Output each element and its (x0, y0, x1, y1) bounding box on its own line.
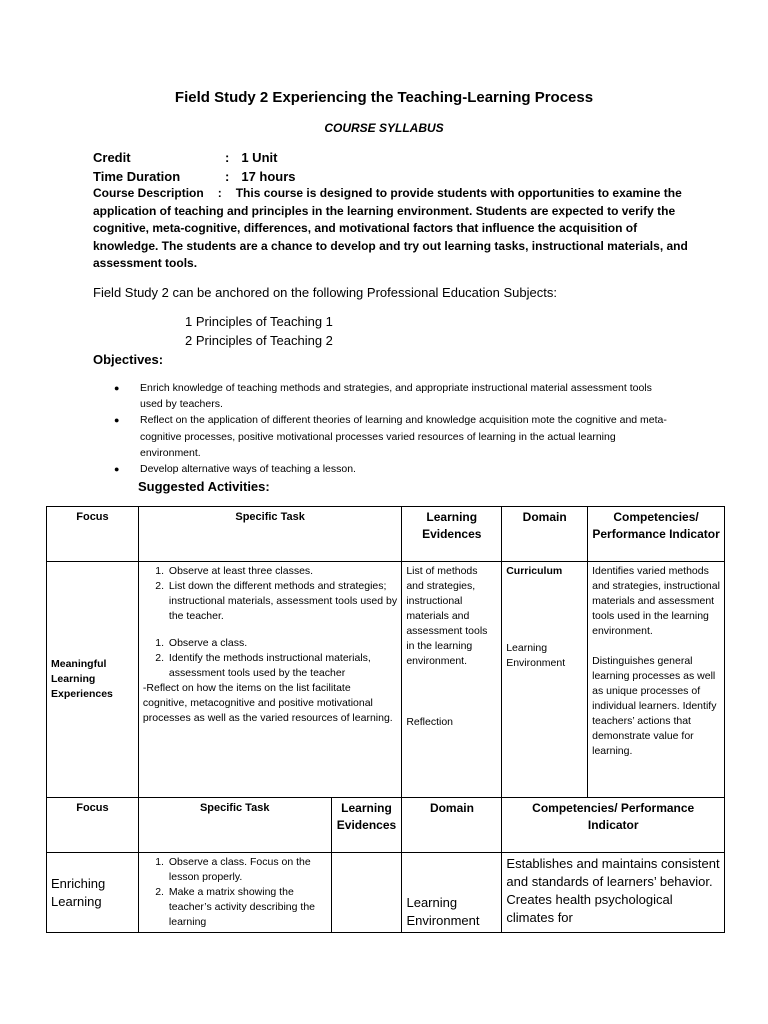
description-label: Course Description (93, 186, 204, 200)
activities-table-2 (46, 797, 725, 933)
header-competencies: Competencies/ Performance Indicator (588, 507, 725, 562)
header-domain: Domain (502, 507, 588, 562)
anchor-text: Field Study 2 can be anchored on the following Professional Education Subjects: (93, 285, 557, 300)
task-list (143, 564, 397, 624)
subject-item: 1 Principles of Teaching 1 (185, 314, 333, 329)
header-focus: Focus (47, 507, 139, 562)
competency-text: Distinguishes general learning processes as well as unique processes of individual learners. Identify teachers’ actions that demonstrate value for learning. (592, 655, 717, 757)
list-item: 2. Make a matrix showing the teacher’s activity describing the learning (167, 885, 327, 930)
learning-evidence-cell (402, 562, 502, 798)
bullet-icon: ● (114, 464, 120, 475)
header-specific-task: Specific Task (138, 507, 401, 562)
course-description (93, 185, 693, 273)
domain-text: Curriculum (506, 565, 563, 577)
objectives-list (114, 380, 674, 477)
duration-colon: : (225, 169, 230, 184)
bullet-icon: ● (114, 415, 120, 426)
objective-item: ● Enrich knowledge of teaching methods and strategies, and appropriate instructional material assessment tools used by teachers. (114, 382, 652, 411)
learning-evidence-cell (331, 853, 402, 933)
domain-text: Learning Environment (506, 642, 566, 669)
evidence-text: List of methods and strategies, instructional materials and assessment tools in the learning environment. (406, 565, 488, 667)
header-domain: Domain (402, 798, 502, 853)
document-title: Field Study 2 Experiencing the Teaching-Learning Process (174, 89, 594, 106)
focus-cell: Meaningful Learning Experiences (47, 562, 139, 798)
focus-cell: Enriching Learning (47, 853, 139, 933)
domain-cell: Learning Environment (402, 853, 502, 933)
credit-value: 1 Unit (241, 150, 278, 165)
table-header-row (47, 798, 725, 853)
objectives-heading: Objectives: (93, 352, 164, 367)
objective-item: ● Develop alternative ways of teaching a lesson. (114, 461, 674, 477)
header-competencies: Competencies/ Performance Indicator (502, 798, 725, 853)
task-list (143, 855, 327, 930)
header-learning-evidences: Learning Evidences (331, 798, 402, 853)
table-row (47, 853, 725, 933)
document-subtitle: COURSE SYLLABUS (324, 121, 444, 135)
domain-cell (502, 562, 588, 798)
description-colon: : (217, 186, 222, 200)
credit-label: Credit (93, 150, 131, 165)
list-item: 1. Observe at least three classes. (167, 564, 397, 579)
task-list (143, 636, 397, 681)
reflect-text: -Reflect on how the items on the list facilitate cognitive, metacognitive and positive motivational processes as well as the varied resources of learning. (142, 682, 393, 724)
description-line1: This course is designed to provide students with opportunities to examine (235, 186, 661, 200)
credit-colon: : (225, 150, 230, 165)
specific-task-cell (138, 853, 331, 933)
list-item: 1. Observe a class. Focus on the lesson properly. (167, 855, 327, 885)
duration-value: 17 hours (241, 169, 296, 184)
duration-row (93, 169, 296, 184)
activities-table-1 (46, 506, 725, 798)
competency-text: Identifies varied methods and strategies, instructional materials and assessment tools used in the learning environment. (592, 565, 720, 637)
header-specific-task: Specific Task (138, 798, 331, 853)
objective-item: ● Reflect on the application of different theories of learning and knowledge acquisition mote the cognitive and meta-cognitive processes, positive motivational processes varied resources of learning in the actual learning environment. (114, 414, 667, 459)
list-item: 2. Identify the methods instructional materials, assessment tools used by the teacher (167, 651, 397, 681)
evidence-text: Reflection (406, 716, 454, 728)
duration-label: Time Duration (93, 169, 181, 184)
competencies-cell (588, 562, 725, 798)
description-rest: the application of teaching and principles in the learning environment. Students are expected to verify the cognitive, meta-cognitive, differences, and motivational factors that influence the acquisition of knowledge. The students are a chance to develop and try out learning tasks, instructional materials, and assessment tools. (93, 186, 688, 270)
header-learning-evidences: Learning Evidences (402, 507, 502, 562)
header-focus: Focus (47, 798, 139, 853)
suggested-activities-heading: Suggested Activities: (138, 479, 270, 494)
table-row (47, 562, 725, 798)
table-header-row (47, 507, 725, 562)
credit-row (93, 150, 277, 165)
subject-item: 2 Principles of Teaching 2 (185, 333, 333, 348)
bullet-icon: ● (114, 383, 120, 393)
competencies-cell: Establishes and maintains consistent and standards of learners’ behavior. Creates health psychological climates for (502, 853, 725, 933)
list-item: 1. Observe a class. (167, 636, 397, 651)
list-item: 2. List down the different methods and strategies; instructional materials, assessment tools used by the teacher. (167, 579, 397, 624)
specific-task-cell (138, 562, 401, 798)
